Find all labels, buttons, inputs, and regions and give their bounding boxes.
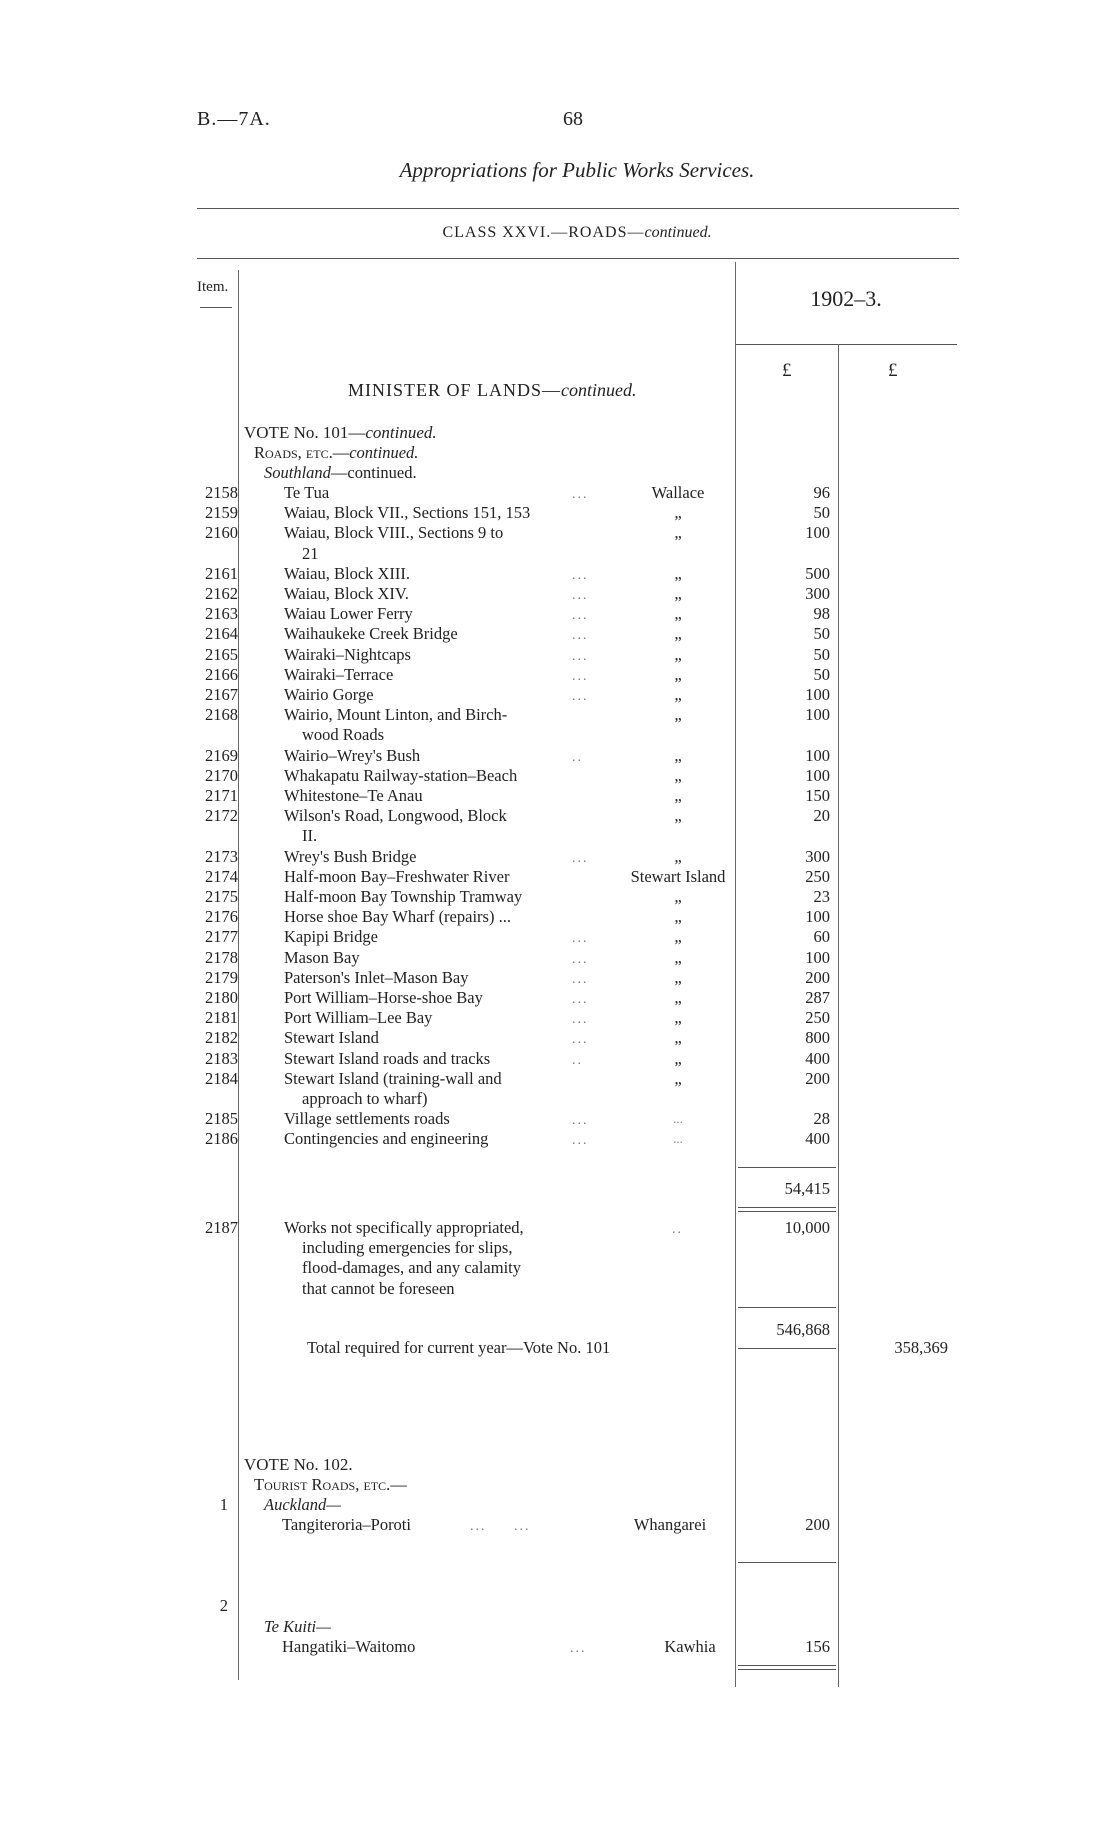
item-location: „ <box>674 604 682 624</box>
class-heading-suffix: continued. <box>644 224 712 241</box>
vote-102-item-2-name: Hangatiki–Waitomo <box>282 1637 416 1656</box>
total-rule-top <box>738 1307 836 1308</box>
item-description: Half-moon Bay Township Tramway <box>284 887 523 906</box>
page-number: 68 <box>563 108 583 130</box>
item-number: 2179 <box>205 967 238 987</box>
vote-101-suffix: continued. <box>365 423 437 442</box>
item-location: „ <box>674 503 682 523</box>
district-name: Southland <box>264 463 331 482</box>
item-location: „ <box>674 664 682 684</box>
item-description: Te Tua <box>284 483 330 502</box>
year-column-heading: 1902–3. <box>810 286 882 311</box>
vote-102-item-1-name: Tangiteroria–Poroti <box>282 1515 411 1534</box>
item-amount: 800 <box>805 1028 830 1048</box>
class-heading-main: CLASS XXVI.—ROADS— <box>442 224 645 241</box>
item-description: Wrey's Bush Bridge <box>284 846 417 866</box>
vote-101-heading <box>244 423 437 442</box>
item-number: 2183 <box>205 1048 238 1068</box>
item-amount: 100 <box>805 745 830 765</box>
leader-dots: ... <box>572 971 589 987</box>
item-number: 2166 <box>205 664 238 684</box>
item-amount: 100 <box>805 523 830 543</box>
leader-dots: ... <box>572 850 589 866</box>
amount-column-divider-right <box>838 344 839 1687</box>
item-description: Wairaki–Terrace <box>284 664 394 684</box>
item-number: 2168 <box>205 705 238 725</box>
item-description: Port William–Horse-shoe Bay <box>284 988 483 1007</box>
currency-heading-2: £ <box>888 360 898 381</box>
item-column-divider <box>238 270 239 1680</box>
item-number: 2182 <box>205 1028 238 1048</box>
item-description: Port William–Lee Bay <box>284 1008 433 1028</box>
class-heading <box>0 224 1114 242</box>
item-location: „ <box>674 563 682 583</box>
leader-dots: ... <box>572 951 589 967</box>
vote-102-item-1-amount: 200 <box>805 1515 830 1534</box>
item-location: „ <box>674 1028 682 1048</box>
item-description-continued: approach to wharf) <box>302 1089 428 1108</box>
item-number: 2177 <box>205 927 238 947</box>
leader-dots: ... <box>572 487 589 502</box>
item-number: 2180 <box>205 988 238 1007</box>
item-description: Whitestone–Te Anau <box>284 786 423 805</box>
leader-dots: ... <box>572 1113 589 1129</box>
vote-102-item-2-dots: ... <box>570 1641 587 1656</box>
leader-dots: ... <box>572 668 589 684</box>
item-location: „ <box>674 624 682 644</box>
item-amount: 500 <box>805 563 830 583</box>
vote-102-item-2-district <box>264 1617 331 1636</box>
vote-102-item-2-rule <box>738 1665 836 1666</box>
leader-dots: .. <box>572 1052 583 1068</box>
leader-dots: ... <box>572 567 589 583</box>
item-location: Wallace <box>651 483 705 502</box>
item-amount: 100 <box>805 947 830 967</box>
total-amount: 546,868 <box>776 1320 830 1339</box>
vote-102-item-2-rule-2 <box>738 1669 836 1670</box>
subtotal-amount: 54,415 <box>784 1179 830 1198</box>
item-number: 2161 <box>205 563 238 583</box>
item-location: „ <box>674 745 682 765</box>
item-amount: 50 <box>813 503 830 523</box>
item-amount: 100 <box>805 685 830 704</box>
item-amount: 100 <box>805 765 830 785</box>
item-number: 2185 <box>205 1109 238 1129</box>
item-amount: 100 <box>805 705 830 725</box>
vote-101-label: VOTE No. 101— <box>244 423 366 442</box>
district-auckland: Auckland— <box>264 1495 341 1514</box>
item-amount: 200 <box>805 967 830 987</box>
leader-dots: .. <box>572 749 583 765</box>
currency-heading-1: £ <box>782 360 792 381</box>
item-number: 2181 <box>205 1008 238 1028</box>
item-2187-amount: 10,000 <box>784 1218 830 1237</box>
total-rule-bottom <box>738 1348 836 1349</box>
district-te-kuiti: Te Kuiti— <box>264 1617 331 1636</box>
item-amount: 250 <box>805 866 830 886</box>
minister-heading-main: MINISTER OF LANDS— <box>348 380 562 400</box>
item-number: 2173 <box>205 846 238 866</box>
item-number: 2167 <box>205 685 238 704</box>
item-description-continued: including emergencies for slips, <box>302 1238 513 1258</box>
item-description: Stewart Island (training-wall and <box>284 1068 502 1088</box>
leader-dots: ... <box>572 931 589 947</box>
item-number: 2186 <box>205 1129 238 1149</box>
item-description: Half-moon Bay–Freshwater River <box>284 866 510 886</box>
item-amount: 100 <box>805 907 830 927</box>
item-heading-underline <box>200 307 232 308</box>
item-number: 2184 <box>205 1068 238 1088</box>
item-description-continued: 21 <box>302 543 319 563</box>
item-amount: 300 <box>805 846 830 866</box>
tourist-roads-heading: Tourist Roads, etc.— <box>254 1475 407 1494</box>
item-2187-number: 2187 <box>205 1218 238 1237</box>
leader-dots: ... <box>572 992 589 1007</box>
item-location: „ <box>674 786 682 805</box>
item-description: Village settlements roads <box>284 1109 450 1129</box>
item-number: 2159 <box>205 503 238 523</box>
item-number: 2176 <box>205 907 238 927</box>
leader-dots: ... <box>572 689 589 704</box>
item-description-continued: II. <box>302 826 318 846</box>
item-description: Waiau, Block XIII. <box>284 563 411 583</box>
item-2187-dots: .. <box>672 1222 683 1237</box>
item-location: ... <box>673 1111 683 1127</box>
item-amount: 23 <box>813 887 830 906</box>
item-number: 2174 <box>205 866 238 886</box>
item-number: 2163 <box>205 604 238 624</box>
item-amount: 400 <box>805 1048 830 1068</box>
item-description: Works not specifically appropriated, <box>284 1218 524 1237</box>
item-number: 2158 <box>205 483 238 502</box>
item-description: Paterson's Inlet–Mason Bay <box>284 967 469 987</box>
item-description: Waiau Lower Ferry <box>284 604 413 624</box>
leader-dots: ... <box>572 1012 589 1028</box>
item-amount: 50 <box>813 644 830 664</box>
item-location: „ <box>674 887 682 906</box>
class-rule <box>197 258 959 259</box>
item-description: Stewart Island <box>284 1028 379 1048</box>
roads-heading <box>254 443 418 462</box>
item-description: Kapipi Bridge <box>284 927 378 947</box>
item-amount: 96 <box>813 483 830 502</box>
leader-dots: ... <box>572 608 589 624</box>
item-column-heading: Item. <box>197 279 229 295</box>
vote-102-item-1-location: Whangarei <box>633 1515 707 1534</box>
vote-102-item-2-amount: 156 <box>805 1637 830 1656</box>
item-amount: 50 <box>813 624 830 644</box>
item-number: 2160 <box>205 523 238 543</box>
item-amount: 300 <box>805 584 830 603</box>
item-description: Wairio–Wrey's Bush <box>284 745 421 765</box>
item-location: „ <box>674 947 682 967</box>
item-description: Waihaukeke Creek Bridge <box>284 624 458 644</box>
district-suffix: —continued. <box>330 463 417 482</box>
item-description-continued: wood Roads <box>302 725 385 745</box>
item-description: Wairaki–Nightcaps <box>284 644 411 664</box>
vote-102-item-2-number: 2 <box>219 1596 228 1615</box>
item-amount: 28 <box>813 1109 830 1129</box>
leader-dots: ... <box>572 628 589 644</box>
item-description: Waiau, Block VIII., Sections 9 to <box>284 523 504 543</box>
item-description-continued: flood-damages, and any calamity <box>302 1258 522 1278</box>
minister-heading-suffix: continued. <box>561 380 637 400</box>
item-location: „ <box>674 1008 682 1028</box>
leader-dots: ... <box>572 1032 589 1048</box>
item-location: „ <box>674 644 682 664</box>
subtotal-rule-bottom-2 <box>738 1211 836 1212</box>
item-number: 2162 <box>205 584 238 603</box>
leader-dots: ... <box>572 648 589 664</box>
page-title: Appropriations for Public Works Services. <box>399 158 755 182</box>
item-amount: 50 <box>813 664 830 684</box>
item-number: 2169 <box>205 745 238 765</box>
item-description: Whakapatu Railway-station–Beach <box>284 765 518 785</box>
district-heading <box>264 463 417 482</box>
item-location: „ <box>674 967 682 987</box>
vote-102-item-1-district <box>264 1495 341 1514</box>
top-rule <box>197 208 959 209</box>
subtotal-rule-top <box>738 1167 836 1168</box>
vote-102-item-1-rule <box>738 1562 836 1563</box>
item-description: Wairio, Mount Linton, and Birch- <box>284 705 508 725</box>
item-description: Wilson's Road, Longwood, Block <box>284 806 507 826</box>
item-description-continued: that cannot be foreseen <box>302 1278 455 1298</box>
item-location: „ <box>674 907 682 927</box>
roads-label: Roads, etc.— <box>254 443 350 462</box>
leader-dots: ... <box>572 1133 589 1149</box>
item-number: 2171 <box>205 786 238 805</box>
item-location: „ <box>674 927 682 947</box>
leader-dots: ... <box>572 588 589 603</box>
item-location: „ <box>674 1068 682 1088</box>
item-description: Waiau, Block VII., Sections 151, 153 <box>284 503 531 523</box>
item-number: 2172 <box>205 806 238 826</box>
total-second-column: 358,369 <box>894 1338 948 1357</box>
item-location: „ <box>674 584 682 603</box>
minister-heading <box>348 380 637 401</box>
item-location: Stewart Island <box>630 866 726 886</box>
item-number: 2175 <box>205 887 238 906</box>
year-rule <box>735 344 957 345</box>
document-code: B.—7A. <box>197 108 271 130</box>
item-amount: 20 <box>813 806 830 826</box>
item-description: Horse shoe Bay Wharf (repairs) ... <box>284 907 511 927</box>
item-location: „ <box>674 705 682 725</box>
roads-suffix: continued. <box>349 443 419 462</box>
item-description: Contingencies and engineering <box>284 1129 489 1149</box>
item-location: ... <box>673 1131 683 1147</box>
item-description: Stewart Island roads and tracks <box>284 1048 491 1068</box>
item-description: Waiau, Block XIV. <box>284 584 409 603</box>
vote-102-heading: VOTE No. 102. <box>244 1455 353 1474</box>
vote-102-item-1-number: 1 <box>219 1495 228 1514</box>
item-description: Mason Bay <box>284 947 360 967</box>
item-location: „ <box>674 685 682 704</box>
item-description: Wairio Gorge <box>284 685 374 704</box>
item-number: 2164 <box>205 624 238 644</box>
vote-102-item-2-location: Kawhia <box>664 1637 716 1656</box>
item-location: „ <box>674 988 682 1007</box>
item-location: „ <box>674 846 682 866</box>
item-number: 2178 <box>205 947 238 967</box>
item-amount: 60 <box>813 927 830 947</box>
total-label: Total required for current year—Vote No. 101 <box>307 1338 611 1357</box>
item-number: 2165 <box>205 644 238 664</box>
vote-102-item-1-dots: ... ... <box>470 1519 531 1534</box>
item-number: 2170 <box>205 765 238 785</box>
item-location: „ <box>674 523 682 543</box>
subtotal-rule-bottom <box>738 1207 836 1208</box>
item-amount: 400 <box>805 1129 830 1149</box>
item-amount: 200 <box>805 1068 830 1088</box>
item-amount: 287 <box>805 988 830 1007</box>
item-amount: 150 <box>805 786 830 805</box>
item-amount: 98 <box>813 604 830 624</box>
item-location: „ <box>674 806 682 826</box>
item-amount: 250 <box>805 1008 830 1028</box>
item-location: „ <box>674 1048 682 1068</box>
item-location: „ <box>674 765 682 785</box>
